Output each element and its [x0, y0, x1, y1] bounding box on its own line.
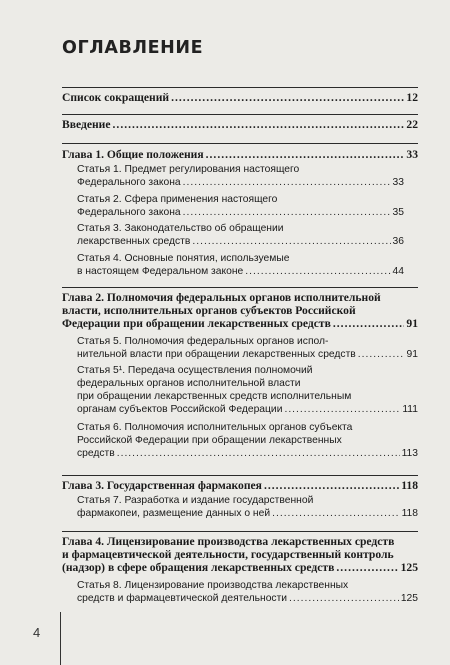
entry-page: 118 [401, 508, 418, 519]
entry-page: 111 [402, 404, 418, 415]
leader-dots [183, 206, 391, 219]
leader-dots [289, 592, 399, 605]
section-divider [62, 475, 418, 476]
margin-line [60, 612, 61, 665]
toc-entry-abbreviations[interactable] [62, 91, 418, 104]
entry-title: Введение [62, 118, 111, 131]
leader-dots [358, 348, 405, 361]
entry-page: 118 [401, 479, 418, 492]
toc-entry-introduction[interactable] [62, 118, 418, 131]
toc-entry-chapter-4[interactable] [62, 535, 418, 574]
entry-page: 91 [406, 317, 418, 330]
leader-dots [113, 118, 405, 131]
toc-entry-chapter-2[interactable] [62, 291, 418, 330]
leader-dots [336, 561, 398, 574]
entry-title-line-2: федеральных органов исполнительной власти [77, 378, 301, 389]
entry-title-line-4: органам субъектов Российской Федерации [77, 404, 283, 415]
entry-title-line-1: Статья 8. Лицензирование производства лекарственных [77, 580, 349, 591]
entry-page: 113 [401, 448, 418, 459]
entry-title-line-3: при обращении лекарственных средств исполнительным [77, 391, 352, 402]
section-divider [62, 87, 418, 88]
entry-page: 22 [406, 118, 418, 131]
entry-title: Список сокращений [62, 91, 170, 104]
toc-entry-article-2[interactable] [77, 193, 404, 219]
page-title: ОГЛАВЛЕНИЕ [62, 38, 204, 58]
leader-dots [284, 403, 400, 416]
entry-title-line-2: власти, исполнительных органов субъектов Российской [62, 304, 356, 317]
entry-title-line-3: Федерации при обращении лекарственных средств [62, 317, 331, 330]
toc-entry-article-8[interactable] [77, 579, 418, 605]
entry-title: Глава 3. Государственная фармакопея [62, 479, 262, 492]
leader-dots [333, 317, 405, 330]
section-divider [62, 143, 418, 144]
leader-dots [117, 447, 400, 460]
entry-page: 33 [392, 177, 404, 188]
section-divider [62, 531, 418, 532]
toc-entry-article-6[interactable] [77, 421, 418, 460]
entry-title-line-1: Статья 5. Полномочия федеральных органов испол- [77, 336, 329, 347]
leader-dots [272, 507, 399, 520]
toc-entry-article-7[interactable] [77, 494, 418, 520]
entry-title-line-2: Федерального закона [77, 207, 181, 218]
entry-title-line-1: Статья 6. Полномочия исполнительных органов субъекта [77, 422, 353, 433]
entry-page: 35 [392, 207, 404, 218]
entry-page: 44 [392, 266, 404, 277]
toc-entry-article-3[interactable] [77, 222, 404, 248]
entry-title-line-1: Статья 1. Предмет регулирования настоящего [77, 164, 300, 175]
entry-title-line-1: Статья 3. Законодательство об обращении [77, 223, 284, 234]
entry-title-line-1: Статья 4. Основные понятия, используемые [77, 253, 290, 264]
entry-title-line-2: фармакопеи, размещение данных о ней [77, 508, 271, 519]
leader-dots [171, 91, 404, 104]
entry-title-line-2: в настоящем Федеральном законе [77, 266, 244, 277]
entry-title-line-1: Глава 4. Лицензирование производства лекарственных средств [62, 535, 395, 548]
toc-entry-article-4[interactable] [77, 252, 404, 278]
leader-dots [192, 235, 390, 248]
entry-title-line-2: Российской Федерации при обращении лекарственных [77, 435, 342, 446]
entry-page: 36 [392, 236, 404, 247]
entry-title-line-2: нительной власти при обращении лекарственных средств [77, 349, 356, 360]
toc-entry-article-1[interactable] [77, 163, 404, 189]
entry-title-line-2: Федерального закона [77, 177, 181, 188]
entry-title-line-2: лекарственных средств [77, 236, 191, 247]
entry-title-line-1: Статья 5¹. Передача осуществления полномочий [77, 365, 313, 376]
entry-title-line-1: Глава 2. Полномочия федеральных органов исполнительной [62, 291, 381, 304]
leader-dots [264, 479, 399, 492]
entry-page: 125 [400, 561, 418, 574]
entry-page: 12 [406, 91, 418, 104]
entry-title-line-3: (надзор) в сфере обращения лекарственных средств [62, 561, 335, 574]
toc-entry-article-5[interactable] [77, 335, 418, 361]
entry-title-line-1: Статья 2. Сфера применения настоящего [77, 194, 278, 205]
leader-dots [245, 265, 390, 278]
entry-page: 125 [400, 593, 418, 604]
leader-dots [183, 176, 391, 189]
entry-page: 33 [406, 148, 418, 161]
entry-title: Глава 1. Общие положения [62, 148, 204, 161]
leader-dots [206, 148, 405, 161]
page-number: 4 [33, 625, 41, 640]
entry-title-line-2: средств и фармацевтической деятельности [77, 593, 288, 604]
toc-entry-article-5-1[interactable] [77, 364, 418, 416]
entry-page: 91 [406, 349, 418, 360]
entry-title-line-2: и фармацевтической деятельности, государственный контроль [62, 548, 394, 561]
toc-entry-chapter-3[interactable] [62, 479, 418, 492]
entry-title-line-1: Статья 7. Разработка и издание государственной [77, 495, 314, 506]
section-divider [62, 287, 418, 288]
entry-title-line-3: средств [77, 448, 115, 459]
section-divider [62, 114, 418, 115]
toc-entry-chapter-1[interactable] [62, 148, 418, 161]
